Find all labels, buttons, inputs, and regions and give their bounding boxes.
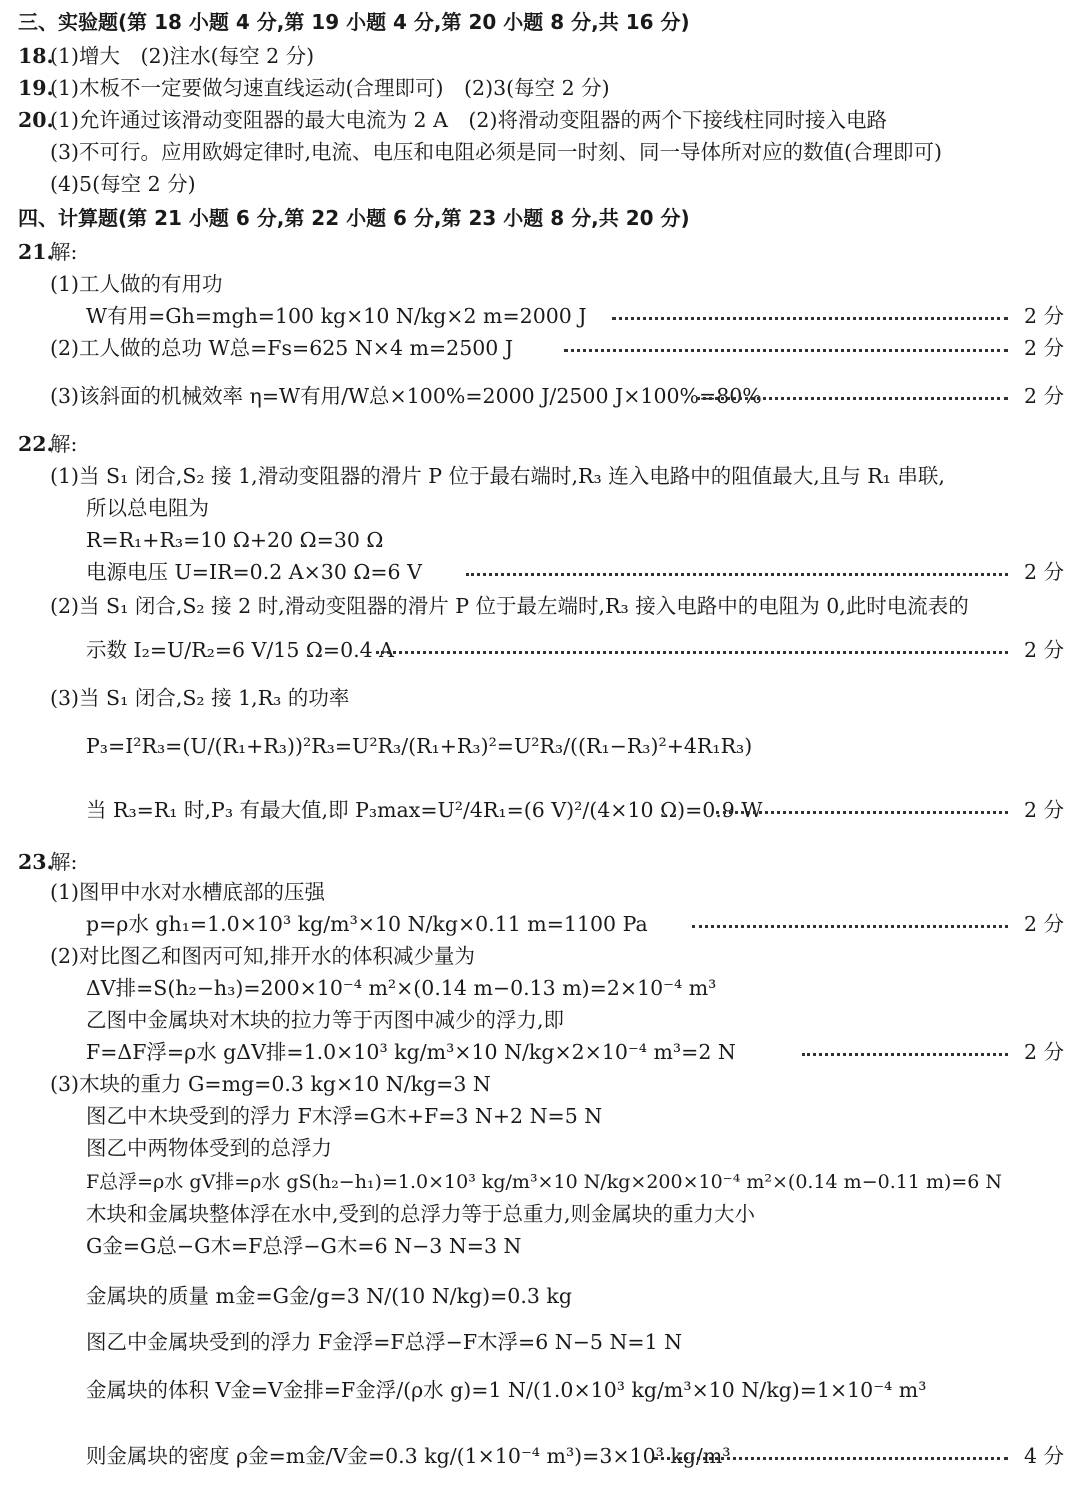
q23-line-1 [0,876,1080,910]
q21-line-2 [0,300,1080,334]
section-header: 四、计算题(第 21 小题 6 分,第 22 小题 6 分,第 23 小题 8 分,共 20 分) [18,206,690,230]
dot-leader [716,811,1008,814]
answer-text: (4)5(每空 2 分) [50,172,196,196]
q22-line-2 [0,492,1080,526]
solution-text: (1)当 S₁ 闭合,S₂ 接 1,滑动变阻器的滑片 P 位于最右端时,R₃ 连入电路中的阻值最大,且与 R₁ 串联, [50,464,945,488]
score-label: 2 分 [1023,798,1064,822]
dot-leader [376,651,1008,654]
q23-line-7 [0,1068,1080,1102]
dot-leader [802,1053,1008,1056]
dot-leader [696,397,1008,400]
q23-line-12 [0,1230,1080,1264]
solution-text: (1)图甲中水对水槽底部的压强 [50,880,326,904]
solution-formula: W有用=Gh=mgh=100 kg×10 N/kg×2 m=2000 J [86,304,587,328]
q22-line-6 [0,630,1080,672]
solution-formula: F=ΔF浮=ρ水 gΔV排=1.0×10³ kg/m³×10 N/kg×2×10⁻⁴ m³=2 N [86,1040,736,1064]
q23-line-6 [0,1036,1080,1070]
solution-formula: 则金属块的密度 ρ金=m金/V金=0.3 kg/(1×10⁻⁴ m³)=3×10³ kg/m³ [86,1444,731,1468]
score-label: 2 分 [1023,1040,1064,1064]
solution-formula: ΔV排=S(h₂−h₃)=200×10⁻⁴ m²×(0.14 m−0.13 m)=2×10⁻⁴ m³ [86,976,717,1000]
solution-formula: p=ρ水 gh₁=1.0×10³ kg/m³×10 N/kg×0.11 m=1100 Pa [86,912,648,936]
score-label: 2 分 [1023,638,1064,662]
section-header: 三、实验题(第 18 小题 4 分,第 19 小题 4 分,第 20 小题 8 分,共 16 分) [18,10,690,34]
solution-formula: 图乙中木块受到的浮力 F木浮=G木+F=3 N+2 N=5 N [86,1104,603,1128]
question-number: 20. [18,108,54,132]
question-number: 23. [18,850,54,874]
q22-line-3 [0,524,1080,558]
solution-formula: 当 R₃=R₁ 时,P₃ 有最大值,即 P₃max=U²/4R₁=(6 V)²/(4×10 Ω)=0.9 W [86,798,763,822]
solution-formula: F总浮=ρ水 gV排=ρ水 gS(h₂−h₁)=1.0×10³ kg/m³×10 N/kg×200×10⁻⁴ m²×(0.14 m−0.11 m)=6 N [86,1171,1003,1193]
score-label: 4 分 [1023,1444,1064,1468]
q22-line-5 [0,590,1080,624]
solution-formula: 电源电压 U=IR=0.2 A×30 Ω=6 V [86,560,422,584]
solution-formula: 图乙中金属块受到的浮力 F金浮=F总浮−F木浮=6 N−5 N=1 N [86,1330,683,1354]
q21-line-3 [0,332,1080,366]
score-label: 2 分 [1023,560,1064,584]
q21-line-1 [0,268,1080,302]
answer-text: (1)木板不一定要做匀速直线运动(合理即可) (2)3(每空 2 分) [50,76,610,100]
q22-label-line [0,428,1080,462]
dot-leader [466,573,1008,576]
solution-text: (3)木块的重力 G=mg=0.3 kg×10 N/kg=3 N [50,1072,491,1096]
solution-text: 所以总电阻为 [86,496,209,520]
q23-line-10 [0,1166,1080,1200]
score-label: 2 分 [1023,912,1064,936]
section4-header-line [0,202,1080,236]
answer-text: (1)允许通过该滑动变阻器的最大电流为 2 A (2)将滑动变阻器的两个下接线柱同时接入电路 [50,108,887,132]
q23-line-5 [0,1004,1080,1038]
q20-line-1 [0,104,1080,138]
section3-header-line [0,6,1080,40]
q22-line-7 [0,682,1080,716]
q19-line [0,72,1080,106]
q22-line-8 [0,726,1080,768]
answer-text: (1)增大 (2)注水(每空 2 分) [50,44,315,68]
solution-text: 图乙中两物体受到的总浮力 [86,1136,332,1160]
question-number: 19. [18,76,54,100]
q23-line-14 [0,1326,1080,1360]
solution-text: 木块和金属块整体浮在水中,受到的总浮力等于总重力,则金属块的重力大小 [86,1202,756,1226]
dot-leader [654,1457,1008,1460]
question-number: 21. [18,240,54,264]
q23-line-16 [0,1436,1080,1478]
solution-text: (2)当 S₁ 闭合,S₂ 接 2 时,滑动变阻器的滑片 P 位于最左端时,R₃ 接入电路中的电阻为 0,此时电流表的 [50,594,969,618]
solution-label: 解: [50,850,78,874]
q20-line-3 [0,168,1080,202]
question-number: 18. [18,44,54,68]
answer-text: (3)不可行。应用欧姆定律时,电流、电压和电阻必须是同一时刻、同一导体所对应的数值(合理即可) [50,140,943,164]
question-number: 22. [18,432,54,456]
solution-formula: (3)该斜面的机械效率 η=W有用/W总×100%=2000 J/2500 J×100%=80% [50,384,762,408]
dot-leader [564,349,1008,352]
solution-formula: 金属块的体积 V金=V金排=F金浮/(ρ水 g)=1 N/(1.0×10³ kg/m³×10 N/kg)=1×10⁻⁴ m³ [86,1378,927,1402]
q23-label-line [0,846,1080,880]
q23-line-15 [0,1370,1080,1412]
q23-line-13 [0,1276,1080,1318]
solution-text: (3)当 S₁ 闭合,S₂ 接 1,R₃ 的功率 [50,686,350,710]
q23-line-2 [0,908,1080,942]
q23-line-9 [0,1132,1080,1166]
solution-text: (1)工人做的有用功 [50,272,223,296]
q22-line-4 [0,556,1080,590]
score-label: 2 分 [1023,336,1064,360]
q23-line-3 [0,940,1080,974]
score-label: 2 分 [1023,304,1064,328]
solution-text: (2)对比图乙和图丙可知,排开水的体积减少量为 [50,944,476,968]
solution-formula: (2)工人做的总功 W总=Fs=625 N×4 m=2500 J [50,336,514,360]
q23-line-4 [0,972,1080,1006]
q22-line-9 [0,790,1080,832]
score-label: 2 分 [1023,384,1064,408]
solution-formula: 金属块的质量 m金=G金/g=3 N/(10 N/kg)=0.3 kg [86,1284,572,1308]
q22-line-1 [0,460,1080,494]
solution-label: 解: [50,240,78,264]
q23-line-11 [0,1198,1080,1232]
solution-formula: 示数 I₂=U/R₂=6 V/15 Ω=0.4 A [86,638,394,662]
q20-line-2 [0,136,1080,170]
dot-leader [612,317,1008,320]
solution-formula: G金=G总−G木=F总浮−G木=6 N−3 N=3 N [86,1234,522,1258]
solution-formula: P₃=I²R₃=(U/(R₁+R₃))²R₃=U²R₃/(R₁+R₃)²=U²R₃/((R₁−R₃)²+4R₁R₃) [86,734,753,758]
q21-label-line [0,236,1080,270]
q18-line [0,40,1080,74]
solution-label: 解: [50,432,78,456]
dot-leader [692,925,1008,928]
q21-line-4 [0,376,1080,418]
solution-formula: R=R₁+R₃=10 Ω+20 Ω=30 Ω [86,528,384,552]
q23-line-8 [0,1100,1080,1134]
solution-text: 乙图中金属块对木块的拉力等于丙图中减少的浮力,即 [86,1008,565,1032]
